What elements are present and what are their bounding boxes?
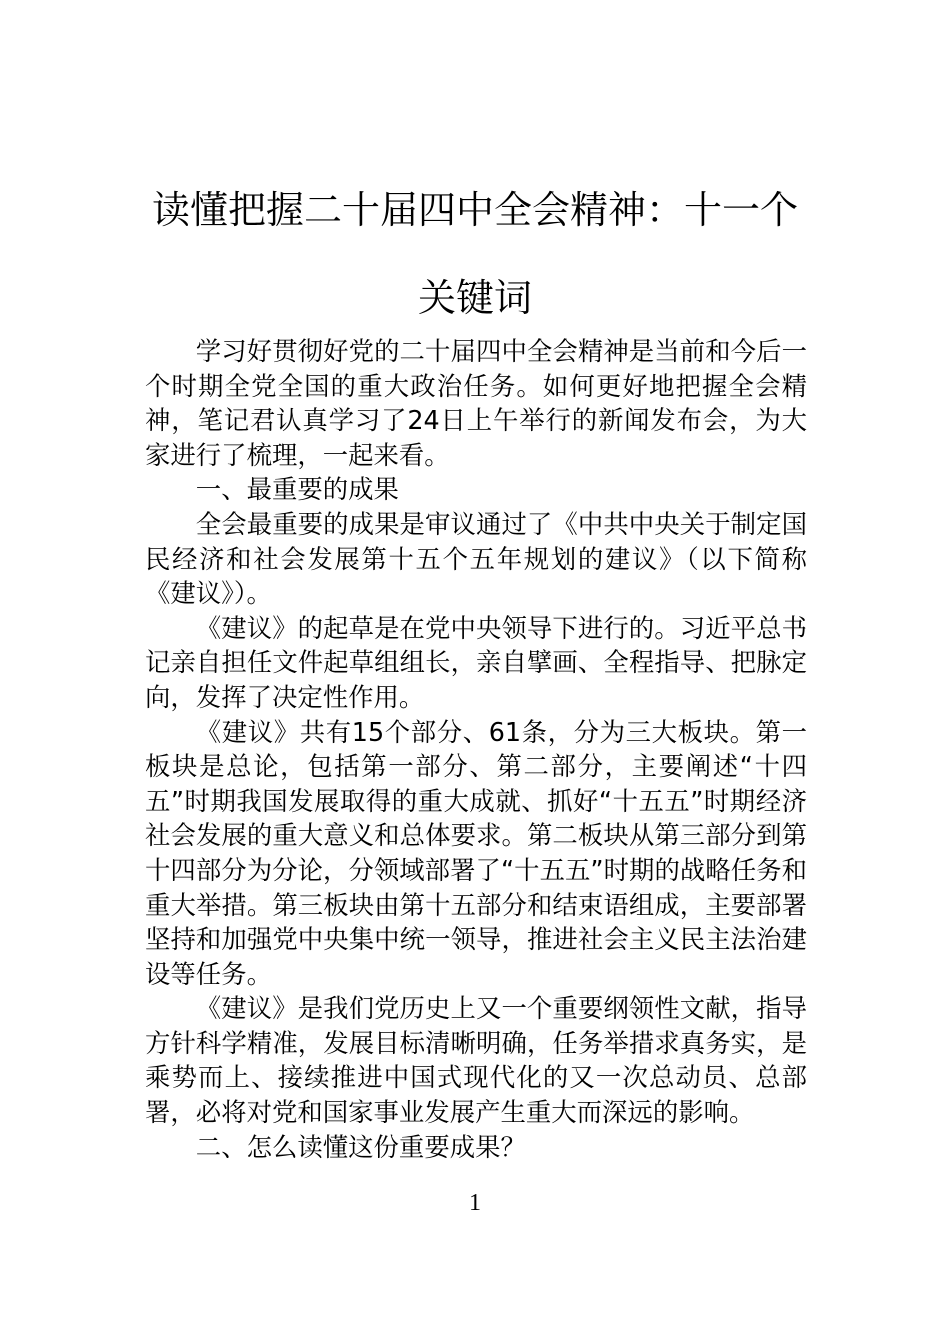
paragraph-significance: 《建议》是我们党历史上又一个重要纲领性文献，指导方针科学精准，发展目标清晰明确，任务举措求真务实，是乘势而上、接续推进中国式现代化的又一次总动员、总部署，必将对党和国家事业发展产生重大而深远的影响。	[145, 993, 807, 1128]
section-heading-1: 一、最重要的成果	[195, 474, 399, 505]
paragraph-drafting: 《建议》的起草是在党中央领导下进行的。习近平总书记亲自担任文件起草组组长，亲自擘画、全程指导、把脉定向，发挥了决定性作用。	[145, 612, 807, 712]
paragraph-achievement: 全会最重要的成果是审议通过了《中共中央关于制定国民经济和社会发展第十五个五年规划的建议》（以下简称《建议》）。	[145, 508, 807, 609]
paragraph-intro: 学习好贯彻好党的二十届四中全会精神是当前和今后一个时期全党全国的重大政治任务。如何更好地把握全会精神，笔记君认真学习了24日上午举行的新闻发布会，为大家进行了梳理，一起来看。	[145, 336, 807, 470]
document-title: 读懂把握二十届四中全会精神：十一个关键词	[151, 188, 798, 320]
section-heading-2: 二、怎么读懂这份重要成果？	[195, 1131, 526, 1162]
document-body	[145, 334, 807, 1164]
page-number: 1	[469, 1190, 481, 1216]
paragraph-structure: 《建议》共有15个部分、61条，分为三大板块。第一板块是总论，包括第一部分、第二部分，主要阐述“十四五”时期我国发展取得的重大成就、抓好“十五五”时期经济社会发展的重大意义和总体要求。第二板块从第三部分到第十四部分为分论，分领域部署了“十五五”时期的战略任务和重大举措。第三板块由第十五部分和结束语组成，主要部署坚持和加强党中央集中统一领导，推进社会主义民主法治建设等任务。	[145, 716, 807, 989]
